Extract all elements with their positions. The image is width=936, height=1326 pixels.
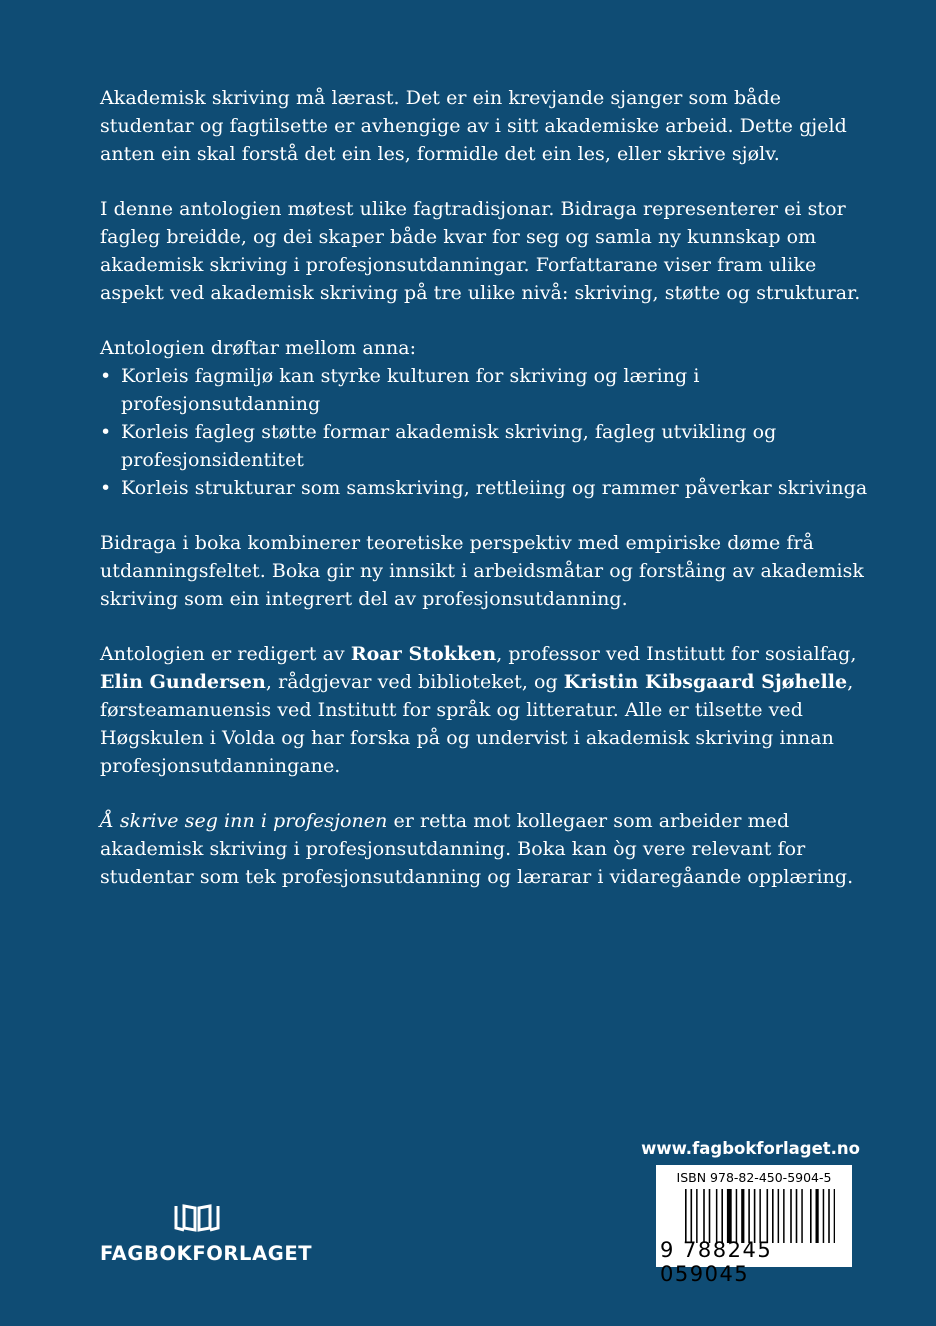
book-title: Å skrive seg inn i profesjonen bbox=[100, 810, 388, 832]
barcode-bar bbox=[828, 1189, 830, 1243]
barcode-bar bbox=[801, 1189, 803, 1243]
blurb-text bbox=[100, 84, 880, 918]
barcode-bar bbox=[736, 1189, 738, 1243]
barcode-bar bbox=[685, 1189, 687, 1243]
barcode-bar bbox=[778, 1189, 780, 1243]
barcode-bar bbox=[727, 1189, 732, 1243]
barcode-bar bbox=[703, 1189, 705, 1243]
editor-name: Roar Stokken bbox=[350, 643, 497, 665]
paragraph-traditions: I denne antologien møtest ulike fagtradisjonar. Bidraga representerer ei stor fagleg breidde, og dei skaper både kvar for seg og samla ny kunnskap om akademisk skriving i profesjonsutdanningar. Forfattarane viser fram ulike aspekt ved akademisk skriving på tre ulike nivå: skriving, støtte og strukturar. bbox=[100, 198, 861, 304]
barcode-bar bbox=[834, 1189, 835, 1243]
paragraph-editors bbox=[100, 640, 880, 780]
editor-role: , professor ved Institutt for sosialfag, bbox=[496, 643, 857, 665]
editor-role: , rådgjevar ved biblioteket, og bbox=[265, 671, 564, 693]
topic-list bbox=[100, 362, 880, 502]
barcode-bar bbox=[767, 1189, 769, 1243]
barcode-bar bbox=[823, 1189, 825, 1243]
barcode-bar bbox=[741, 1189, 744, 1243]
barcode-bar bbox=[790, 1189, 792, 1243]
list-item: • Korleis fagleg støtte formar akademisk skriving, fagleg utvikling og profesjonsidentitet bbox=[100, 418, 880, 474]
barcode-bar bbox=[816, 1189, 819, 1243]
editors-intro: Antologien er redigert av bbox=[100, 643, 351, 665]
barcode-bar bbox=[810, 1189, 812, 1243]
barcode-bar bbox=[772, 1189, 774, 1243]
barcode-bar bbox=[759, 1189, 761, 1243]
barcode-bar bbox=[696, 1189, 698, 1243]
paragraph-intro: Akademisk skriving må lærast. Det er ein krevjande sjanger som både studentar og fagtilsette er avhengige av i sitt akademiske arbeid. Dette gjeld anten ein skal forstå det ein les, formidle det ein les, eller skrive sjølv. bbox=[100, 87, 847, 165]
barcode-bar bbox=[709, 1189, 711, 1243]
barcode-bar bbox=[754, 1189, 756, 1243]
barcode-bar bbox=[691, 1189, 693, 1243]
barcode-bar bbox=[796, 1189, 798, 1243]
publisher-name: FAGBOKFORLAGET bbox=[100, 1242, 313, 1265]
paragraph-contributions: Bidraga i boka kombinerer teoretiske perspektiv med empiriske døme frå utdanningsfeltet. Boka gir ny innsikt i arbeidsmåtar og forståing av akademisk skriving som ein integrert del av profesjonsutdanning. bbox=[100, 532, 864, 610]
barcode-bar bbox=[721, 1189, 723, 1243]
list-item: • Korleis strukturar som samskriving, rettleiing og rammer påverkar skrivinga bbox=[100, 474, 880, 502]
barcode-bar bbox=[748, 1189, 750, 1243]
editor-name: Elin Gundersen bbox=[100, 671, 266, 693]
editor-role: , førsteamanuensis ved Institutt for språk og litteratur. Alle er tilsette ved Høgskulen i Volda og har forska på og undervist i akademisk skriving innan profesjonsutdanningane. bbox=[100, 671, 854, 777]
list-intro: Antologien drøftar mellom anna: bbox=[100, 337, 417, 359]
isbn-barcode bbox=[656, 1165, 852, 1286]
list-item: • Korleis fagmiljø kan styrke kulturen for skriving og læring i profesjonsutdanning bbox=[100, 362, 880, 418]
publisher-website: www.fagbokforlaget.no bbox=[641, 1139, 860, 1158]
barcode-number: 9 788245 059045 bbox=[660, 1238, 773, 1286]
paragraph-audience bbox=[100, 807, 880, 891]
barcode-bars bbox=[685, 1189, 835, 1243]
barcode-bar bbox=[716, 1189, 718, 1243]
barcode-bar bbox=[783, 1189, 785, 1243]
book-logo-icon bbox=[174, 1204, 220, 1232]
isbn-label: ISBN 978-82-450-5904-5 bbox=[676, 1170, 832, 1185]
editor-name: Kristin Kibsgaard Sjøhelle bbox=[563, 671, 848, 693]
audience-text: er retta mot kollegaer som arbeider med akademisk skriving i profesjonsutdanning. Boka kan òg vere relevant for studentar som tek profesjonsutdanning og lærarar i vidaregåande opplæring. bbox=[100, 810, 854, 888]
